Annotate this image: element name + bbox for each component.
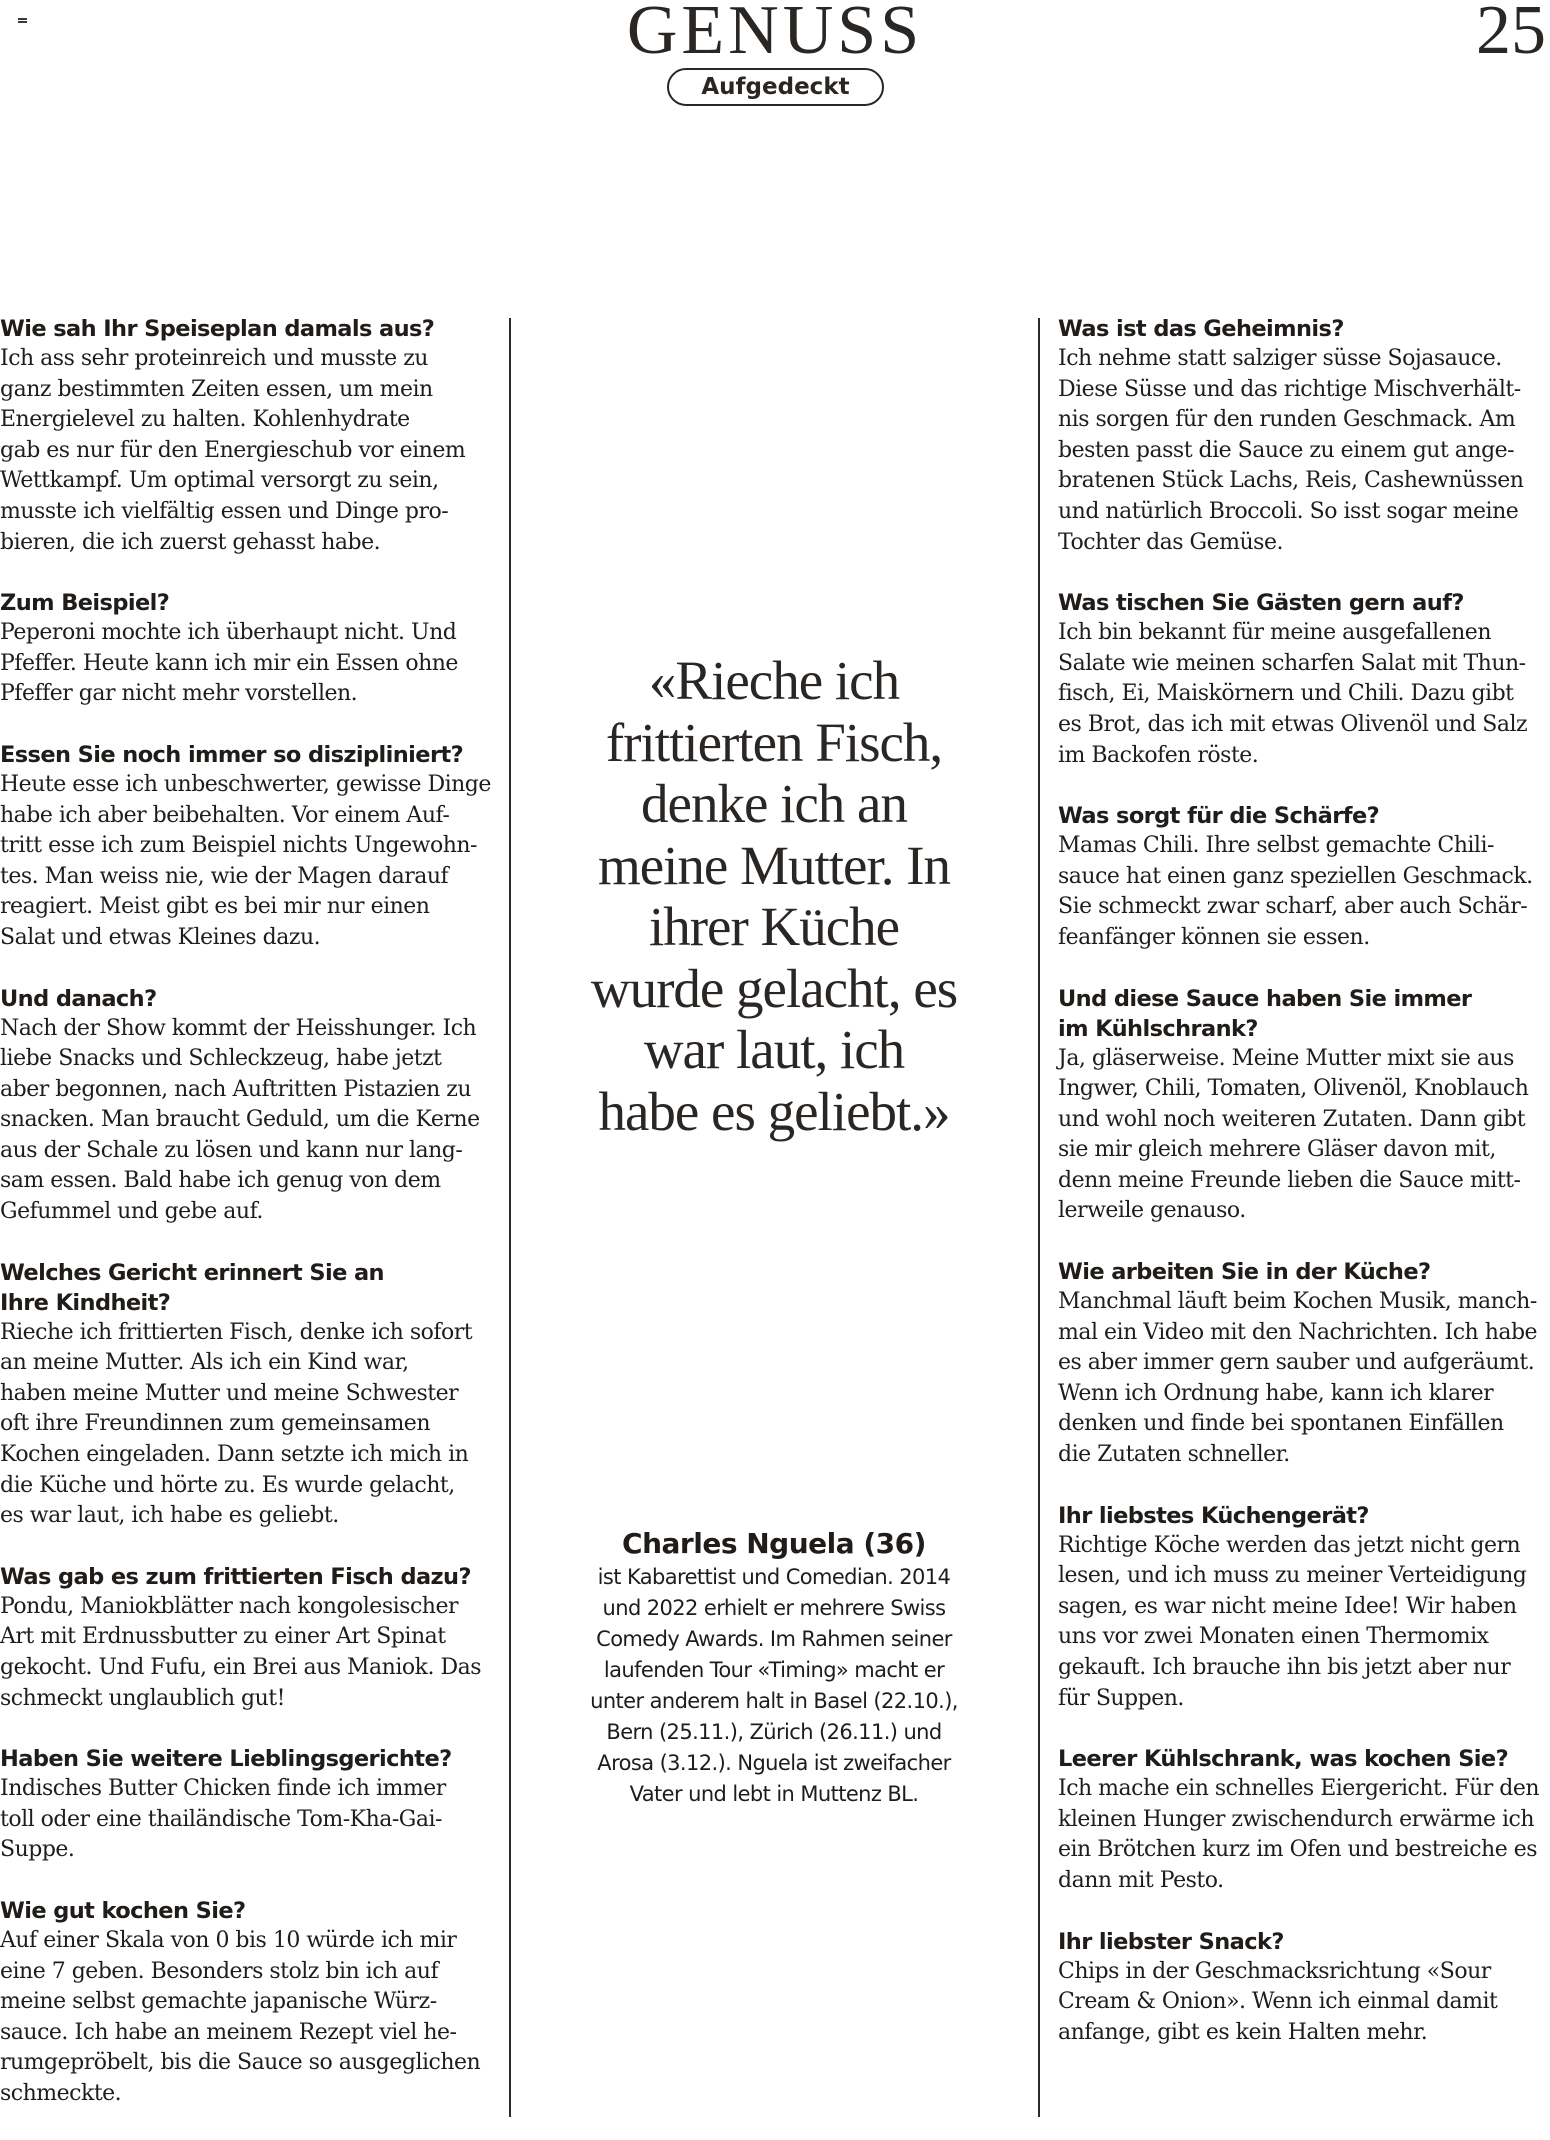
text-line: fisch, Ei, Maiskörnern und Chili. Dazu gibt	[1058, 681, 1514, 707]
text-line: Pfeffer. Heute kann ich mir ein Essen ohne	[0, 650, 458, 676]
interview-answer	[0, 1318, 500, 1532]
text-line: lesen, und ich muss zu meiner Verteidigung	[1058, 1563, 1527, 1589]
text-line: Richtige Köche werden das jetzt nicht gern	[1058, 1532, 1521, 1558]
interview-question	[0, 314, 500, 344]
interview-answer	[0, 1592, 500, 1714]
text-line: Manchmal läuft beim Kochen Musik, manch-	[1058, 1289, 1537, 1315]
text-line: haben meine Mutter und meine Schwester	[0, 1380, 459, 1406]
text-line: Essen Sie noch immer so diszipliniert?	[0, 741, 464, 768]
column-divider-left	[509, 318, 511, 2117]
interview-question	[0, 1896, 500, 1926]
bio-name: Charles Nguela (36)	[622, 1527, 926, 1560]
interview-block	[1058, 1744, 1550, 1896]
text-line: ist Kabarettist und Comedian. 2014	[597, 1565, 951, 1589]
bio-text	[548, 1562, 1000, 1810]
pull-quote	[548, 650, 1000, 1142]
interview-question	[0, 984, 500, 1014]
text-line: tes. Man weiss nie, wie der Magen darauf	[0, 863, 449, 889]
text-line: denken und finde bei spontanen Einfällen	[1058, 1411, 1504, 1437]
text-line: sie mir gleich mehrere Gläser davon mit,	[1058, 1137, 1496, 1163]
interview-block	[1058, 314, 1550, 558]
section-title: GENUSS	[626, 0, 924, 69]
text-line: Comedy Awards. Im Rahmen seiner	[596, 1627, 952, 1651]
text-line: Ja, gläserweise. Meine Mutter mixt sie aus	[1058, 1045, 1514, 1071]
interview-block	[0, 984, 500, 1228]
interview-question	[1058, 1501, 1550, 1531]
interview-block	[0, 740, 500, 954]
text-line: Wie arbeiten Sie in der Küche?	[1058, 1259, 1431, 1286]
page-number: 25	[1476, 0, 1546, 69]
text-line: sam essen. Bald habe ich genug von dem	[0, 1168, 441, 1194]
interview-answer	[1058, 1957, 1550, 2049]
interview-question	[1058, 1927, 1550, 1957]
text-line: Ihr liebster Snack?	[1058, 1928, 1284, 1955]
text-line: denke ich an	[641, 773, 907, 834]
text-line: reagiert. Meist gibt es bei mir nur einen	[0, 894, 430, 920]
text-line: nis sorgen für den runden Geschmack. Am	[1058, 407, 1516, 433]
text-line: rumgepröbelt, bis die Sauce so ausgeglichen	[0, 2050, 481, 2076]
text-line: Pfeffer gar nicht mehr vorstellen.	[0, 681, 358, 707]
text-line: meine Mutter. In	[597, 834, 951, 896]
text-line: es Brot, das ich mit etwas Olivenöl und Salz	[1058, 711, 1528, 737]
text-line: an meine Mutter. Als ich ein Kind war,	[0, 1350, 409, 1376]
interview-question	[0, 1562, 500, 1592]
text-line: Was ist das Geheimnis?	[1058, 316, 1344, 342]
text-line: Rieche ich frittierten Fisch, denke ich sofort	[0, 1319, 473, 1345]
text-line: ganz bestimmten Zeiten essen, um mein	[0, 376, 433, 402]
interview-answer	[1058, 1287, 1550, 1471]
text-line: Heute esse ich unbeschwerter, gewisse Dinge	[0, 771, 491, 797]
text-line: anfange, gibt es kein Halten mehr.	[1058, 2019, 1428, 2045]
text-line: Was gab es zum frittierten Fisch dazu?	[0, 1563, 471, 1590]
text-line: sauce. Ich habe an meinem Rezept viel he-	[0, 2019, 457, 2045]
text-line: Wie gut kochen Sie?	[0, 1897, 246, 1924]
text-line: die Zutaten schneller.	[1058, 1442, 1290, 1468]
text-line: aus der Schale zu lösen und kann nur lang-	[0, 1137, 463, 1163]
interview-question	[0, 588, 500, 618]
text-line: snacken. Man braucht Geduld, um die Kerne	[0, 1107, 480, 1133]
text-line: Wettkampf. Um optimal versorgt zu sein,	[0, 468, 439, 494]
interview-answer	[1058, 1531, 1550, 1715]
text-line: Zum Beispiel?	[0, 590, 170, 617]
text-line: im Kühlschrank?	[1058, 1015, 1258, 1042]
text-line: gekauft. Ich brauche ihn bis jetzt aber nur	[1058, 1655, 1511, 1680]
interview-block	[0, 314, 500, 558]
interview-block	[0, 1562, 500, 1714]
text-line: sagen, es war nicht meine Idee! Wir haben	[1058, 1593, 1517, 1619]
text-line: «Rieche ich	[648, 650, 900, 711]
text-line: Tochter das Gemüse.	[1058, 529, 1283, 555]
text-line: bratenen Stück Lachs, Reis, Cashewnüssen	[1058, 468, 1524, 494]
interview-question	[0, 740, 500, 770]
interview-question	[0, 1744, 500, 1774]
text-line: Was tischen Sie Gästen gern auf?	[1058, 590, 1464, 617]
text-line: Wie sah Ihr Speiseplan damals aus?	[0, 316, 435, 342]
text-line: war laut, ich	[643, 1019, 905, 1080]
text-line: Energielevel zu halten. Kohlenhydrate	[0, 407, 410, 433]
text-line: Suppe.	[0, 1837, 75, 1863]
interview-block	[0, 1896, 500, 2110]
text-line: Ihr liebstes Küchengerät?	[1058, 1502, 1369, 1529]
text-line: Sie schmeckt zwar scharf, aber auch Schär-	[1058, 894, 1528, 920]
text-line: habe es geliebt.»	[598, 1080, 950, 1142]
text-line: Salate wie meinen scharfen Salat mit Thun-	[1058, 650, 1526, 676]
text-line: Wenn ich Ordnung habe, kann ich klarer	[1058, 1380, 1494, 1406]
text-line: Auf einer Skala von 0 bis 10 würde ich mir	[0, 1927, 457, 1953]
text-line: kleinen Hunger zwischendurch erwärme ich	[1058, 1806, 1534, 1832]
text-line: bieren, die ich zuerst gehasst habe.	[0, 529, 381, 555]
text-line: ein Brötchen kurz im Ofen und bestreiche es	[1058, 1837, 1538, 1863]
text-line: im Backofen röste.	[1058, 742, 1259, 768]
interview-answer	[0, 1774, 500, 1866]
text-line: die Küche und hörte zu. Es wurde gelacht,	[0, 1472, 455, 1498]
interview-question	[0, 1258, 500, 1318]
text-line: denn meine Freunde lieben die Sauce mitt-	[1058, 1167, 1521, 1193]
interview-question	[1058, 984, 1550, 1044]
text-line: Kochen eingeladen. Dann setzte ich mich in	[0, 1442, 469, 1468]
text-line: Und danach?	[0, 985, 157, 1012]
interview-question	[1058, 588, 1550, 618]
interview-answer	[1058, 344, 1550, 558]
text-line: Ingwer, Chili, Tomaten, Olivenöl, Knoblauch	[1058, 1076, 1529, 1102]
text-line: tritt esse ich zum Beispiel nichts Ungewohn-	[0, 833, 477, 859]
text-line: oft ihre Freundinnen zum gemeinsamen	[0, 1411, 430, 1437]
text-line: liebe Snacks und Schleckzeug, habe jetzt	[0, 1046, 442, 1072]
text-line: es aber immer gern sauber und aufgeräumt.	[1058, 1350, 1535, 1376]
interview-answer	[0, 618, 500, 710]
text-line: Vater und lebt in Muttenz BL.	[629, 1782, 919, 1806]
text-line: Ich mache ein schnelles Eiergericht. Für den	[1058, 1776, 1540, 1802]
interview-block	[1058, 1501, 1550, 1715]
text-line: Leerer Kühlschrank, was kochen Sie?	[1058, 1746, 1509, 1773]
interview-question	[1058, 1744, 1550, 1774]
text-line: Was sorgt für die Schärfe?	[1058, 803, 1380, 830]
text-line: schmeckte.	[0, 2080, 122, 2106]
text-line: ihrer Küche	[648, 896, 900, 957]
interview-answer	[1058, 831, 1550, 953]
text-line: habe ich aber beibehalten. Vor einem Auf-	[0, 802, 450, 828]
text-line: Art mit Erdnussbutter zu einer Art Spinat	[0, 1624, 446, 1650]
text-line: Salat und etwas Kleines dazu.	[0, 924, 321, 950]
interview-column-right	[1058, 314, 1550, 2078]
text-line: Und diese Sauce haben Sie immer	[1058, 985, 1472, 1012]
text-line: Diese Süsse und das richtige Mischverhält-	[1058, 376, 1521, 402]
text-line: Ich nehme statt salziger süsse Sojasauce.	[1058, 346, 1502, 371]
bio-box	[548, 1526, 1000, 1810]
interview-block	[0, 1744, 500, 1866]
text-line: Indisches Butter Chicken finde ich immer	[0, 1776, 446, 1802]
text-line: und wohl noch weiteren Zutaten. Dann gibt	[1058, 1106, 1526, 1132]
text-line: Ich ass sehr proteinreich und musste zu	[0, 346, 428, 371]
text-line: laufenden Tour «Timing» macht er	[603, 1658, 945, 1682]
text-line: und 2022 erhielt er mehrere Swiss	[602, 1596, 946, 1620]
text-line: gekocht. Und Fufu, ein Brei aus Maniok. Das	[0, 1655, 481, 1680]
text-line: lerweile genauso.	[1058, 1198, 1246, 1224]
text-line: eine 7 geben. Besonders stolz bin ich auf	[0, 1958, 439, 1984]
text-line: dann mit Pesto.	[1058, 1867, 1224, 1893]
text-line: Pondu, Maniokblätter nach kongolesischer	[0, 1593, 458, 1619]
interview-answer	[1058, 1044, 1550, 1228]
text-line: und natürlich Broccoli. So isst sogar meine	[1058, 498, 1519, 524]
text-line: Bern (25.11.), Zürich (26.11.) und	[606, 1720, 942, 1744]
text-line: Arosa (3.12.). Nguela ist zweifacher	[597, 1751, 951, 1775]
interview-block	[1058, 588, 1550, 771]
text-line: gab es nur für den Energieschub vor einem	[0, 437, 466, 463]
text-line: feanfänger können sie essen.	[1058, 924, 1370, 950]
text-line: Cream & Onion». Wenn ich einmal damit	[1058, 1989, 1498, 2015]
interview-block	[1058, 801, 1550, 953]
interview-block	[0, 588, 500, 710]
interview-answer	[0, 770, 500, 954]
text-line: meine selbst gemachte japanische Würz-	[0, 1989, 437, 2015]
text-line: uns vor zwei Monaten einen Thermomix	[1058, 1624, 1489, 1650]
text-line: Mamas Chili. Ihre selbst gemachte Chili-	[1058, 833, 1494, 859]
text-line: für Suppen.	[1058, 1685, 1184, 1711]
text-line: musste ich vielfältig essen und Dinge pro-	[0, 498, 449, 524]
interview-answer	[1058, 618, 1550, 771]
text-line: besten passt die Sauce zu einem gut ange-	[1058, 437, 1515, 463]
interview-question	[1058, 801, 1550, 831]
section-tag: Aufgedeckt	[667, 68, 884, 106]
interview-block	[1058, 1927, 1550, 2049]
text-line: Nach der Show kommt der Heisshunger. Ich	[0, 1015, 477, 1041]
text-line: sauce hat einen ganz speziellen Geschmack.	[1058, 863, 1533, 889]
text-line: Gefummel und gebe auf.	[0, 1199, 263, 1225]
interview-question	[1058, 1257, 1550, 1287]
interview-column-left	[0, 314, 500, 2140]
interview-answer	[0, 1926, 500, 2110]
text-line: Ich bin bekannt für meine ausgefallenen	[1058, 620, 1491, 646]
interview-block	[1058, 984, 1550, 1228]
interview-block	[0, 1258, 500, 1532]
text-line: Peperoni mochte ich überhaupt nicht. Und	[0, 620, 457, 646]
text-line: aber begonnen, nach Auftritten Pistazien zu	[0, 1076, 472, 1102]
text-line: Welches Gericht erinnert Sie an	[0, 1259, 384, 1286]
text-line: Ihre Kindheit?	[0, 1289, 171, 1316]
text-line: schmeckt unglaublich gut!	[0, 1685, 285, 1711]
text-line: mal ein Video mit den Nachrichten. Ich habe	[1058, 1319, 1538, 1345]
text-line: Haben Sie weitere Lieblingsgerichte?	[0, 1746, 452, 1773]
text-line: toll oder eine thailändische Tom-Kha-Gai-	[0, 1806, 442, 1832]
text-line: Chips in der Geschmacksrichtung «Sour	[1058, 1958, 1491, 1984]
text-line: es war laut, ich habe es geliebt.	[0, 1503, 339, 1529]
interview-question	[1058, 314, 1550, 344]
interview-answer	[0, 1014, 500, 1228]
text-line: frittierten Fisch,	[605, 711, 943, 773]
interview-block	[1058, 1257, 1550, 1471]
text-line: wurde gelacht, es	[590, 957, 958, 1019]
interview-answer	[0, 344, 500, 558]
column-divider-right	[1038, 318, 1040, 2117]
interview-answer	[1058, 1774, 1550, 1896]
text-line: unter anderem halt in Basel (22.10.),	[590, 1689, 958, 1713]
